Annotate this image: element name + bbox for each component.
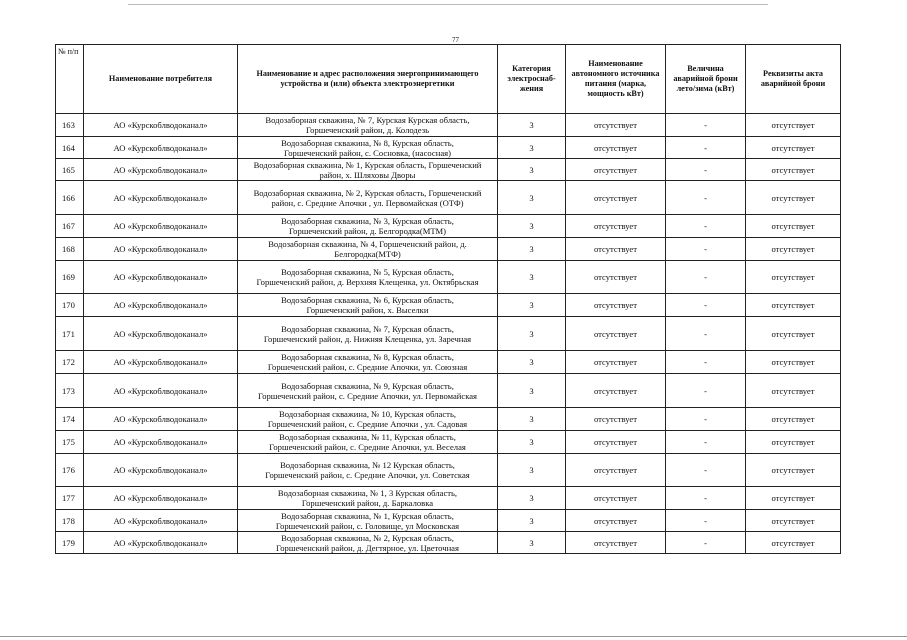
reserve-cell: - xyxy=(666,317,746,351)
header-num: № п/п xyxy=(56,45,84,114)
bottom-rule xyxy=(0,636,907,637)
row-number: 168 xyxy=(56,238,84,261)
source-cell: отсутствует xyxy=(566,114,666,137)
category-cell: 3 xyxy=(498,454,566,487)
category-cell: 3 xyxy=(498,431,566,454)
act-cell: отсутствует xyxy=(746,238,841,261)
address-line: район, х. Шляховы Дворы xyxy=(319,169,416,180)
act-cell: отсутствует xyxy=(746,137,841,159)
table-row xyxy=(56,114,841,137)
reserve-cell: - xyxy=(666,374,746,408)
table-row xyxy=(56,532,841,554)
reserve-cell: - xyxy=(666,454,746,487)
source-cell: отсутствует xyxy=(566,374,666,408)
consumer-cell: АО «Курскоблводоканал» xyxy=(84,351,238,374)
row-number: 177 xyxy=(56,487,84,510)
category-cell: 3 xyxy=(498,317,566,351)
address-line: Горшеченский район, с. Сосновка, (насосная) xyxy=(284,147,451,158)
address-line: Водозаборная скважина, № 1, Курская область, Горшеченский xyxy=(253,159,482,170)
page-number: 77 xyxy=(452,36,459,44)
row-number: 174 xyxy=(56,408,84,431)
address-line: Горшеченский район, д. Дегтярное, ул. Цветочная xyxy=(276,542,459,553)
consumer-cell: АО «Курскоблводоканал» xyxy=(84,181,238,215)
header-act: Реквизиты акта аварийной брони xyxy=(746,45,841,114)
source-cell: отсутствует xyxy=(566,137,666,159)
consumer-cell: АО «Курскоблводоканал» xyxy=(84,532,238,554)
object-address-cell xyxy=(238,137,498,159)
source-cell: отсутствует xyxy=(566,215,666,238)
category-cell: 3 xyxy=(498,510,566,532)
address-line: Водозаборная скважина, № 3, Курская область, xyxy=(281,216,454,226)
address-line: Горшеченский район, с. Средние Апочки, ул. Союзная xyxy=(267,362,468,372)
top-rule xyxy=(128,4,768,5)
source-cell: отсутствует xyxy=(566,317,666,351)
row-number: 166 xyxy=(56,181,84,215)
category-cell: 3 xyxy=(498,181,566,215)
category-cell: 3 xyxy=(498,294,566,317)
reserve-cell: - xyxy=(666,408,746,431)
table-row xyxy=(56,238,841,261)
header-source: Наименование автономного источника питания (марка, мощность кВт) xyxy=(566,45,666,114)
object-address-cell xyxy=(238,532,498,554)
table-row xyxy=(56,431,841,454)
address-line: Водозаборная скважина, № 11, Курская область, xyxy=(279,432,456,442)
act-cell: отсутствует xyxy=(746,294,841,317)
address-line: Водозаборная скважина, № 4, Горшеченский район, д. xyxy=(268,239,467,249)
address-line: Водозаборная скважина, № 12 Курская область, xyxy=(280,460,455,470)
header-category: Категория электроснаб-жения xyxy=(498,45,566,114)
reserve-cell: - xyxy=(666,215,746,238)
reserve-cell: - xyxy=(666,294,746,317)
address-line: Водозаборная скважина, № 2, Курская область, Горшеченский xyxy=(253,187,482,198)
source-cell: отсутствует xyxy=(566,487,666,510)
address-line: Горшеченский район, д. Верхняя Клещенка, ул. Октябрьская xyxy=(256,277,479,287)
address-line: Белгородка(МТФ) xyxy=(334,249,401,259)
row-number: 178 xyxy=(56,510,84,532)
row-number: 163 xyxy=(56,114,84,137)
address-line: Водозаборная скважина, № 8, Курская область, xyxy=(281,352,454,362)
category-cell: 3 xyxy=(498,532,566,554)
reserve-cell: - xyxy=(666,510,746,532)
row-number: 171 xyxy=(56,317,84,351)
table-row xyxy=(56,137,841,159)
table-row xyxy=(56,215,841,238)
consumer-cell: АО «Курскоблводоканал» xyxy=(84,238,238,261)
row-number: 164 xyxy=(56,137,84,159)
row-number: 176 xyxy=(56,454,84,487)
address-line: Горшеченский район, с. Средние Апочки , ул. Садовая xyxy=(267,419,468,429)
reserve-cell: - xyxy=(666,351,746,374)
object-address-cell xyxy=(238,487,498,510)
header-object: Наименование и адрес расположения энергопринимающего устройства и (или) объекта электроэнергетики xyxy=(238,45,498,114)
table-row xyxy=(56,294,841,317)
table-row xyxy=(56,408,841,431)
consumer-cell: АО «Курскоблводоканал» xyxy=(84,114,238,137)
table-row xyxy=(56,510,841,532)
row-number: 170 xyxy=(56,294,84,317)
object-address-cell xyxy=(238,238,498,261)
source-cell: отсутствует xyxy=(566,454,666,487)
category-cell: 3 xyxy=(498,114,566,137)
address-line: Водозаборная скважина, № 7, Курская область, xyxy=(281,323,454,334)
address-line: Водозаборная скважина, № 5, Курская область, xyxy=(281,267,454,277)
reserve-cell: - xyxy=(666,532,746,554)
address-line: Горшеченский район, х. Выселки xyxy=(306,305,429,315)
address-line: Горшеченский район, с. Средние Апочки, ул. Советская xyxy=(265,470,470,480)
consumer-cell: АО «Курскоблводоканал» xyxy=(84,510,238,532)
table-row xyxy=(56,261,841,294)
act-cell: отсутствует xyxy=(746,532,841,554)
address-line: Горшеченский район, д. Баркаловка xyxy=(301,498,434,508)
row-number: 172 xyxy=(56,351,84,374)
act-cell: отсутствует xyxy=(746,181,841,215)
source-cell: отсутствует xyxy=(566,238,666,261)
object-address-cell xyxy=(238,159,498,181)
header-consumer: Наименование потребителя xyxy=(84,45,238,114)
row-number: 167 xyxy=(56,215,84,238)
address-line: Горшеченский район, с. Головище, ул Московская xyxy=(275,520,460,531)
object-address-cell xyxy=(238,454,498,487)
consumer-cell: АО «Курскоблводоканал» xyxy=(84,215,238,238)
address-line: Горшеченский район, с. Средние Апочки, ул. Первомайская xyxy=(257,390,478,401)
source-cell: отсутствует xyxy=(566,351,666,374)
object-address-cell xyxy=(238,408,498,431)
table-row xyxy=(56,374,841,408)
table-row xyxy=(56,181,841,215)
category-cell: 3 xyxy=(498,261,566,294)
source-cell: отсутствует xyxy=(566,294,666,317)
reserve-cell: - xyxy=(666,159,746,181)
header-reserve: Величина аварийной брони лето/зима (кВт) xyxy=(666,45,746,114)
source-cell: отсутствует xyxy=(566,510,666,532)
table-row xyxy=(56,454,841,487)
act-cell: отсутствует xyxy=(746,317,841,351)
address-line: Горшеченский район, с. Средние Апочки, ул. Веселая xyxy=(269,442,466,452)
row-number: 165 xyxy=(56,159,84,181)
consumer-cell: АО «Курскоблводоканал» xyxy=(84,487,238,510)
object-address-cell xyxy=(238,374,498,408)
object-address-cell xyxy=(238,261,498,294)
table-row xyxy=(56,317,841,351)
object-address-cell xyxy=(238,215,498,238)
act-cell: отсутствует xyxy=(746,431,841,454)
table-row xyxy=(56,159,841,181)
address-line: Горшеченский район, д. Белгородка(МТМ) xyxy=(288,226,447,236)
category-cell: 3 xyxy=(498,351,566,374)
act-cell: отсутствует xyxy=(746,487,841,510)
category-cell: 3 xyxy=(498,215,566,238)
address-line: Водозаборная скважина, № 1, 3 Курская область, xyxy=(277,488,458,498)
address-line: Водозаборная скважина, № 7, Курская Курская область, xyxy=(265,115,470,125)
address-line: Водозаборная скважина, № 9, Курская область, xyxy=(281,380,454,391)
reserve-cell: - xyxy=(666,238,746,261)
row-number: 175 xyxy=(56,431,84,454)
source-cell: отсутствует xyxy=(566,431,666,454)
consumer-cell: АО «Курскоблводоканал» xyxy=(84,317,238,351)
object-address-cell xyxy=(238,181,498,215)
row-number: 169 xyxy=(56,261,84,294)
consumer-cell: АО «Курскоблводоканал» xyxy=(84,374,238,408)
consumer-cell: АО «Курскоблводоканал» xyxy=(84,294,238,317)
reserve-cell: - xyxy=(666,431,746,454)
act-cell: отсутствует xyxy=(746,510,841,532)
act-cell: отсутствует xyxy=(746,215,841,238)
address-line: Водозаборная скважина, № 1, Курская область, xyxy=(281,510,454,521)
consumer-cell: АО «Курскоблводоканал» xyxy=(84,408,238,431)
act-cell: отсутствует xyxy=(746,454,841,487)
address-line: район, с. Средние Апочки , ул. Первомайская (ОТФ) xyxy=(271,197,464,208)
consumer-cell: АО «Курскоблводоканал» xyxy=(84,137,238,159)
address-line: Водозаборная скважина, № 10, Курская область, xyxy=(278,409,457,419)
object-address-cell xyxy=(238,317,498,351)
reserve-cell: - xyxy=(666,114,746,137)
object-address-cell xyxy=(238,294,498,317)
act-cell: отсутствует xyxy=(746,114,841,137)
address-line: Горшеченский район, д. Колодезь xyxy=(305,125,430,135)
object-address-cell xyxy=(238,510,498,532)
consumers-table xyxy=(55,44,841,554)
object-address-cell xyxy=(238,351,498,374)
object-address-cell xyxy=(238,114,498,137)
table-row xyxy=(56,487,841,510)
category-cell: 3 xyxy=(498,408,566,431)
source-cell: отсутствует xyxy=(566,532,666,554)
source-cell: отсутствует xyxy=(566,159,666,181)
reserve-cell: - xyxy=(666,261,746,294)
act-cell: отсутствует xyxy=(746,374,841,408)
row-number: 179 xyxy=(56,532,84,554)
source-cell: отсутствует xyxy=(566,261,666,294)
table-body xyxy=(56,114,841,554)
consumer-cell: АО «Курскоблводоканал» xyxy=(84,159,238,181)
category-cell: 3 xyxy=(498,487,566,510)
consumer-cell: АО «Курскоблводоканал» xyxy=(84,261,238,294)
table-row xyxy=(56,351,841,374)
source-cell: отсутствует xyxy=(566,408,666,431)
row-number: 173 xyxy=(56,374,84,408)
address-line: Горшеченский район, д. Нижняя Клещенка, ул. Заречная xyxy=(263,333,472,344)
reserve-cell: - xyxy=(666,487,746,510)
act-cell: отсутствует xyxy=(746,159,841,181)
consumer-cell: АО «Курскоблводоканал» xyxy=(84,454,238,487)
category-cell: 3 xyxy=(498,137,566,159)
reserve-cell: - xyxy=(666,181,746,215)
object-address-cell xyxy=(238,431,498,454)
source-cell: отсутствует xyxy=(566,181,666,215)
reserve-cell: - xyxy=(666,137,746,159)
act-cell: отсутствует xyxy=(746,408,841,431)
category-cell: 3 xyxy=(498,374,566,408)
address-line: Водозаборная скважина, № 6, Курская область, xyxy=(281,295,454,305)
act-cell: отсутствует xyxy=(746,261,841,294)
category-cell: 3 xyxy=(498,159,566,181)
consumer-cell: АО «Курскоблводоканал» xyxy=(84,431,238,454)
address-line: Водозаборная скважина, № 8, Курская область, xyxy=(281,137,454,148)
category-cell: 3 xyxy=(498,238,566,261)
address-line: Водозаборная скважина, № 2, Курская область, xyxy=(281,532,454,543)
header-row xyxy=(56,45,841,114)
act-cell: отсутствует xyxy=(746,351,841,374)
